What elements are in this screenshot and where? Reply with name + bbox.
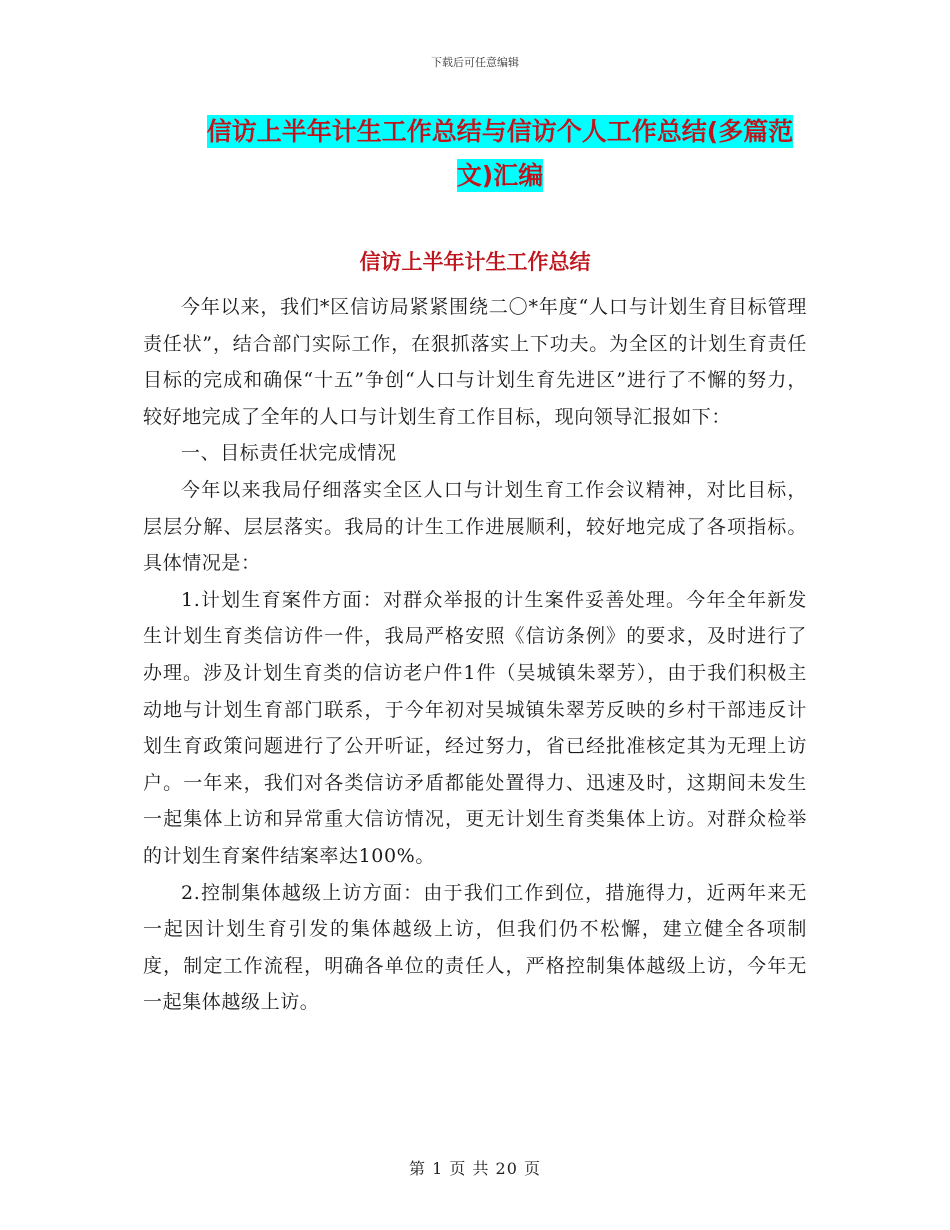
page-number: 第 1 页 共 20 页 xyxy=(409,1159,541,1178)
section-title: 信访上半年计生工作总结 xyxy=(359,250,591,274)
paragraph-heading-1: 一、目标责任状完成情况 xyxy=(181,442,397,465)
document-title-line-2: 文)汇编 xyxy=(456,161,544,190)
document-title xyxy=(180,110,820,198)
document-title-line-1: 信访上半年计生工作总结与信访个人工作总结(多篇范 xyxy=(206,117,794,146)
paragraph-intro: 今年以来，我们*区信访局紧紧围绕二〇*年度“人口与计划生育目标管理责任状”，结合部门实际工作，在狠抓落实上下功夫。为全区的计划生育责任目标的完成和确保“十五”争创“人口与计划生育先进区”进行了不懈的努力，较好地完成了全年的人口与计划生育工作目标，现向领导汇报如下： xyxy=(143,296,807,428)
paragraph-item-1: 1.计划生育案件方面：对群众举报的计生案件妥善处理。今年全年新发生计划生育类信访件一件，我局严格安照《信访条例》的要求，及时进行了办理。涉及计划生育类的信访老户件1件（吴城镇朱翠芳），由于我们积极主动地与计划生育部门联系，于今年初对吴城镇朱翠芳反映的乡村干部违反计划生育政策问题进行了公开听证，经过努力，省已经批准核定其为无理上访户。一年来，我们对各类信访矛盾都能处置得力、迅速及时，这期间未发生一起集体上访和异常重大信访情况，更无计划生育类集体上访。对群众检举的计划生育案件结案率达100%。 xyxy=(143,588,807,867)
document-body xyxy=(143,289,807,1021)
paragraph-overview: 今年以来我局仔细落实全区人口与计划生育工作会议精神，对比目标，层层分解、层层落实。我局的计生工作进展顺利，较好地完成了各项指标。具体情况是： xyxy=(143,478,807,575)
paragraph-item-2: 2.控制集体越级上访方面：由于我们工作到位，措施得力，近两年来无一起因计划生育引发的集体越级上访，但我们仍不松懈，建立健全各项制度，制定工作流程，明确各单位的责任人，严格控制集体越级上访，今年无一起集体越级上访。 xyxy=(143,881,807,1014)
page-header-note: 下载后可任意编辑 xyxy=(431,56,519,69)
